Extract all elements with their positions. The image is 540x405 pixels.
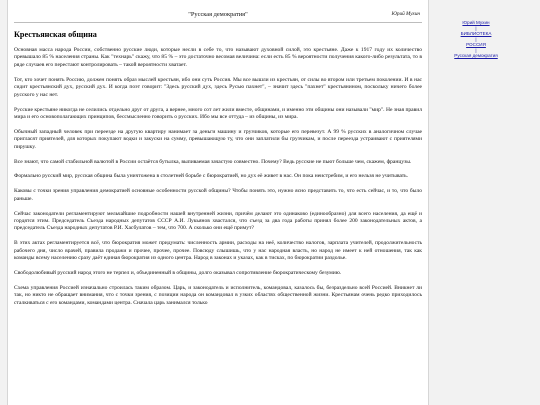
paragraph: Тот, кто хочет понять Россию, должен понять образ мыслей крестьян, ибо они суть Россия. Мы все вышли из крестьян, от силы во втором или третьем поколении. И в нас сидит крестьянский дух, русский дух. И когда поэт говорит: "Здесь русский дух, здесь Русью пахнет", – значит здесь "пахнет" крестьянином, поскольку ничего более русского у нас нет. xyxy=(14,76,422,98)
sidebar-link-russian-democracy[interactable]: Русская демократия xyxy=(454,53,498,58)
paragraph: В этих актах регламентируется всё, что бюрократия может придумать: численность армии, расходы на неё, количество налогов, зарплата учителей, продолжительность рабочего дня, число врачей, правила продажи и прочее, прочее, прочее. Повсюду слышишь, что у нас народная власть, но народ не имеет к ней отношения, так как команды всему населению сразу даёт единая бюрократия из одного центра. Народ в законах и указах, как в тисках, по бюрократии раздолье. xyxy=(14,240,422,262)
link-separator: | xyxy=(475,48,477,53)
paragraph: Обычный западный человек при переезде на другую квартиру нанимает за деньги машину и грузчиков, которые его перевезут. А 99 % русских в аналогичном случае пригласят приятелей, для которых покупают водки и закуски на сумму, превышающую ту, что они заплатили бы грузчикам, и после переезда устраивают с приятелями пирушку. xyxy=(14,128,422,150)
sidebar-link-author[interactable]: Юрий Мухин xyxy=(462,20,490,25)
document-page xyxy=(7,0,429,405)
author-name: Юрий Мухин xyxy=(391,11,420,17)
paragraph: Свободолюбивый русский народ этого не терпел и, объединенный в общины, долго оказывал сопротивление бюрократическому безумию. xyxy=(14,270,342,277)
book-title: "Русская демократия" xyxy=(188,11,248,18)
sidebar-link-russia[interactable]: РОССИЯ xyxy=(466,42,486,47)
link-separator: | xyxy=(475,37,477,42)
paragraph: Схема управления Россией изначально строилась таким образом. Царь, и законодатель и исполнитель, командовал, казалось бы, безраздельно всей Россией. Вникнет ли так, но никто не обращает внимания, что с точки зрения, с позиции народа он командовал в узких областях общественной жизни. Крестьянам очень редко приходилось сталкиваться с его командами, командами центра. Сначала царь занимался только xyxy=(14,284,422,306)
article-content xyxy=(8,23,428,307)
paragraph: Формально русский мир, русская община была уничтожена в столетней борьбе с бюрократией, но дух её живет в нас. Он пока неистребим, и его нельзя не учитывать. xyxy=(14,173,409,180)
paragraph: Основная масса народа России, собственно русские люди, которые несли в себе то, что называют духовной силой, это крестьяне. Даже к 1917 году их количество превышало 85 % населения страны. Как "технарь" скажу, что 85 % – это достаточно весомая величина: если есть 85 % вероятности получения какого-либо результата, то в ряде случаев его перестают контролировать – такой вероятности хватает. xyxy=(14,47,422,68)
article-title: Крестьянская община xyxy=(14,30,97,39)
paragraph: Русские крестьяне никогда не селились отдельно друг от друга, а вернее, много сот лет жили вместе, общинами, и именно эти общины они называли "мир". Не зная правил мира и его основополагающих принципов, бессмысленно говорить о русских. Ибо мы все оттуда – из общины, из мира. xyxy=(14,106,422,120)
paragraph: Каковы с точки зрения управления демократией основные особенности русской общины? Чтобы понять это, нужно ясно представить то, что есть сейчас, и то, что было раньше. xyxy=(14,188,422,202)
sidebar-nav xyxy=(440,20,512,59)
link-separator: | xyxy=(475,26,477,31)
page-header xyxy=(14,0,422,23)
paragraph: Сейчас законодатели регламентируют мельчайшие подробности нашей внутренней жизни, причём делают это одинаково (единообразно) для всего населения, да ещё и гордятся этим. Председатель Съезда народных депутатов СССР А.И. Лукьянов хвастался, что съезд за два года работы принял более 200 законодательных актов, а председатель Съезда народных депутатов Р.И. Хасбулатов – тем, что 700. А сколько они ещё примут? xyxy=(14,210,422,232)
paragraph: Все знают, что самой стабильной валютой в России остаётся бутылка, выпиваемая зачастую совместно. Почему? Ведь русские не пьют больше чем, скажем, французы. xyxy=(14,158,412,165)
sidebar-link-library[interactable]: БИБЛИОТЕКА xyxy=(460,31,492,36)
